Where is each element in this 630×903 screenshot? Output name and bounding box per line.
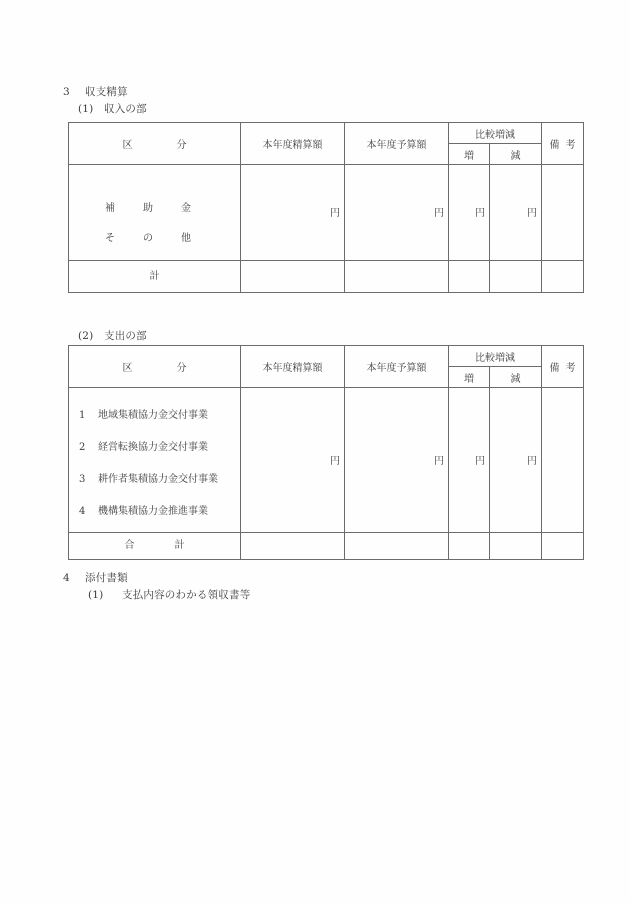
header-kubun xyxy=(69,346,241,388)
header-biko-part-2: 考 xyxy=(565,140,576,151)
header-kubun-part-1: 区 xyxy=(122,363,133,374)
income-table xyxy=(68,122,584,293)
expense-category-cell[interactable] xyxy=(69,388,241,533)
expense-table-body-row xyxy=(69,388,584,533)
expense-table xyxy=(68,345,584,560)
income-table-body-row xyxy=(69,165,584,261)
header-gen: 減 xyxy=(490,144,542,165)
currency-mark-zou: 円 xyxy=(475,208,485,219)
expense-item-1-index: 1 xyxy=(79,410,86,421)
header-biko-part-1: 備 xyxy=(549,363,560,374)
income-yosan-input-cell[interactable] xyxy=(345,165,449,261)
income-total-seisan-cell[interactable] xyxy=(241,261,345,293)
income-total-zou-cell[interactable] xyxy=(449,261,490,293)
subsection-heading-1 xyxy=(78,101,147,117)
expense-table-header-row-1 xyxy=(69,346,584,367)
expense-total-yosan-cell[interactable] xyxy=(345,533,449,560)
section-heading-4 xyxy=(63,570,128,586)
header-zou: 増 xyxy=(449,367,490,388)
expense-item-1 xyxy=(69,400,240,432)
header-biko-part-1: 備 xyxy=(549,140,560,151)
income-category-cell[interactable] xyxy=(69,165,241,261)
expense-item-4-index: 4 xyxy=(79,506,86,517)
subsection-heading-2 xyxy=(78,328,147,344)
income-row-hojokin-part-1: 補 xyxy=(105,202,115,214)
currency-mark-seisan: 円 xyxy=(330,208,340,219)
income-total-gen-cell[interactable] xyxy=(490,261,542,293)
header-kubun-part-1: 区 xyxy=(122,140,133,151)
header-yosan: 本年度予算額 xyxy=(345,346,449,388)
expense-item-1-label: 地域集積協力金交付事業 xyxy=(98,410,208,421)
income-total-label-cell xyxy=(69,261,241,293)
currency-mark-gen: 円 xyxy=(527,208,537,219)
header-biko xyxy=(542,346,584,388)
income-table-total-row xyxy=(69,261,584,293)
expense-gen-input-cell[interactable] xyxy=(490,388,542,533)
income-row-sonota-part-3: 他 xyxy=(181,232,191,244)
expense-item-3-index: 3 xyxy=(79,474,86,485)
attachment-item-1 xyxy=(88,587,250,603)
header-seisan: 本年度精算額 xyxy=(241,346,345,388)
currency-mark-seisan: 円 xyxy=(330,455,340,467)
attachment-item-1-number: (1) xyxy=(88,589,104,601)
attachment-item-1-text: 支払内容のわかる領収書等 xyxy=(122,589,251,601)
header-yosan: 本年度予算額 xyxy=(345,123,449,165)
expense-total-biko-cell[interactable] xyxy=(542,533,584,560)
expense-total-label xyxy=(125,540,185,551)
header-seisan: 本年度精算額 xyxy=(241,123,345,165)
expense-yosan-input-cell[interactable] xyxy=(345,388,449,533)
expense-total-seisan-cell[interactable] xyxy=(241,533,345,560)
subsection-2-number: (2) xyxy=(78,330,94,342)
expense-total-zou-cell[interactable] xyxy=(449,533,490,560)
section-heading-3 xyxy=(63,84,128,100)
income-row-hojokin xyxy=(69,194,240,224)
subsection-1-title: 収入の部 xyxy=(104,103,147,115)
income-total-biko-cell[interactable] xyxy=(542,261,584,293)
income-total-yosan-cell[interactable] xyxy=(345,261,449,293)
section-3-number: 3 xyxy=(63,86,70,98)
expense-item-2 xyxy=(69,432,240,464)
expense-total-label-part-2: 計 xyxy=(174,540,185,551)
subsection-1-number: (1) xyxy=(78,103,94,115)
header-gen: 減 xyxy=(490,367,542,388)
income-table-header-row-1 xyxy=(69,123,584,144)
currency-mark-yosan: 円 xyxy=(434,208,444,219)
expense-item-2-label: 経営転換協力金交付事業 xyxy=(98,442,208,453)
expense-item-3-label: 耕作者集積協力金交付事業 xyxy=(98,474,218,485)
currency-mark-zou: 円 xyxy=(475,455,485,467)
expense-item-3 xyxy=(69,464,240,496)
income-row-hojokin-part-2: 助 xyxy=(143,202,153,214)
currency-mark-gen: 円 xyxy=(527,455,537,467)
income-seisan-input-cell[interactable] xyxy=(241,165,345,261)
income-row-sonota-part-1: そ xyxy=(105,232,115,244)
header-kubun xyxy=(69,123,241,165)
section-4-number: 4 xyxy=(63,572,70,584)
header-hikaku: 比較増減 xyxy=(449,123,542,144)
header-biko-part-2: 考 xyxy=(565,363,576,374)
subsection-2-title: 支出の部 xyxy=(104,330,147,342)
expense-item-4 xyxy=(69,496,240,528)
expense-total-gen-cell[interactable] xyxy=(490,533,542,560)
header-biko xyxy=(542,123,584,165)
expense-biko-input-cell[interactable] xyxy=(542,388,584,533)
section-4-title: 添付書類 xyxy=(85,572,128,584)
income-total-label: 計 xyxy=(149,270,160,282)
currency-mark-yosan: 円 xyxy=(434,455,444,467)
income-biko-input-cell[interactable] xyxy=(542,165,584,261)
expense-zou-input-cell[interactable] xyxy=(449,388,490,533)
header-hikaku: 比較増減 xyxy=(449,346,542,367)
income-row-sonota-part-2: の xyxy=(143,232,153,244)
expense-total-label-part-1: 合 xyxy=(124,540,135,551)
income-zou-input-cell[interactable] xyxy=(449,165,490,261)
expense-item-2-index: 2 xyxy=(79,442,86,453)
income-row-hojokin-part-3: 金 xyxy=(181,202,191,214)
section-3-title: 収支精算 xyxy=(85,86,128,98)
header-kubun-part-2: 分 xyxy=(176,363,187,374)
income-row-sonota xyxy=(69,224,240,254)
expense-item-4-label: 機構集積協力金推進事業 xyxy=(98,506,208,517)
expense-seisan-input-cell[interactable] xyxy=(241,388,345,533)
expense-table-total-row xyxy=(69,533,584,560)
expense-total-label-cell xyxy=(69,533,241,560)
header-zou: 増 xyxy=(449,144,490,165)
header-kubun-part-2: 分 xyxy=(176,140,187,151)
income-gen-input-cell[interactable] xyxy=(490,165,542,261)
